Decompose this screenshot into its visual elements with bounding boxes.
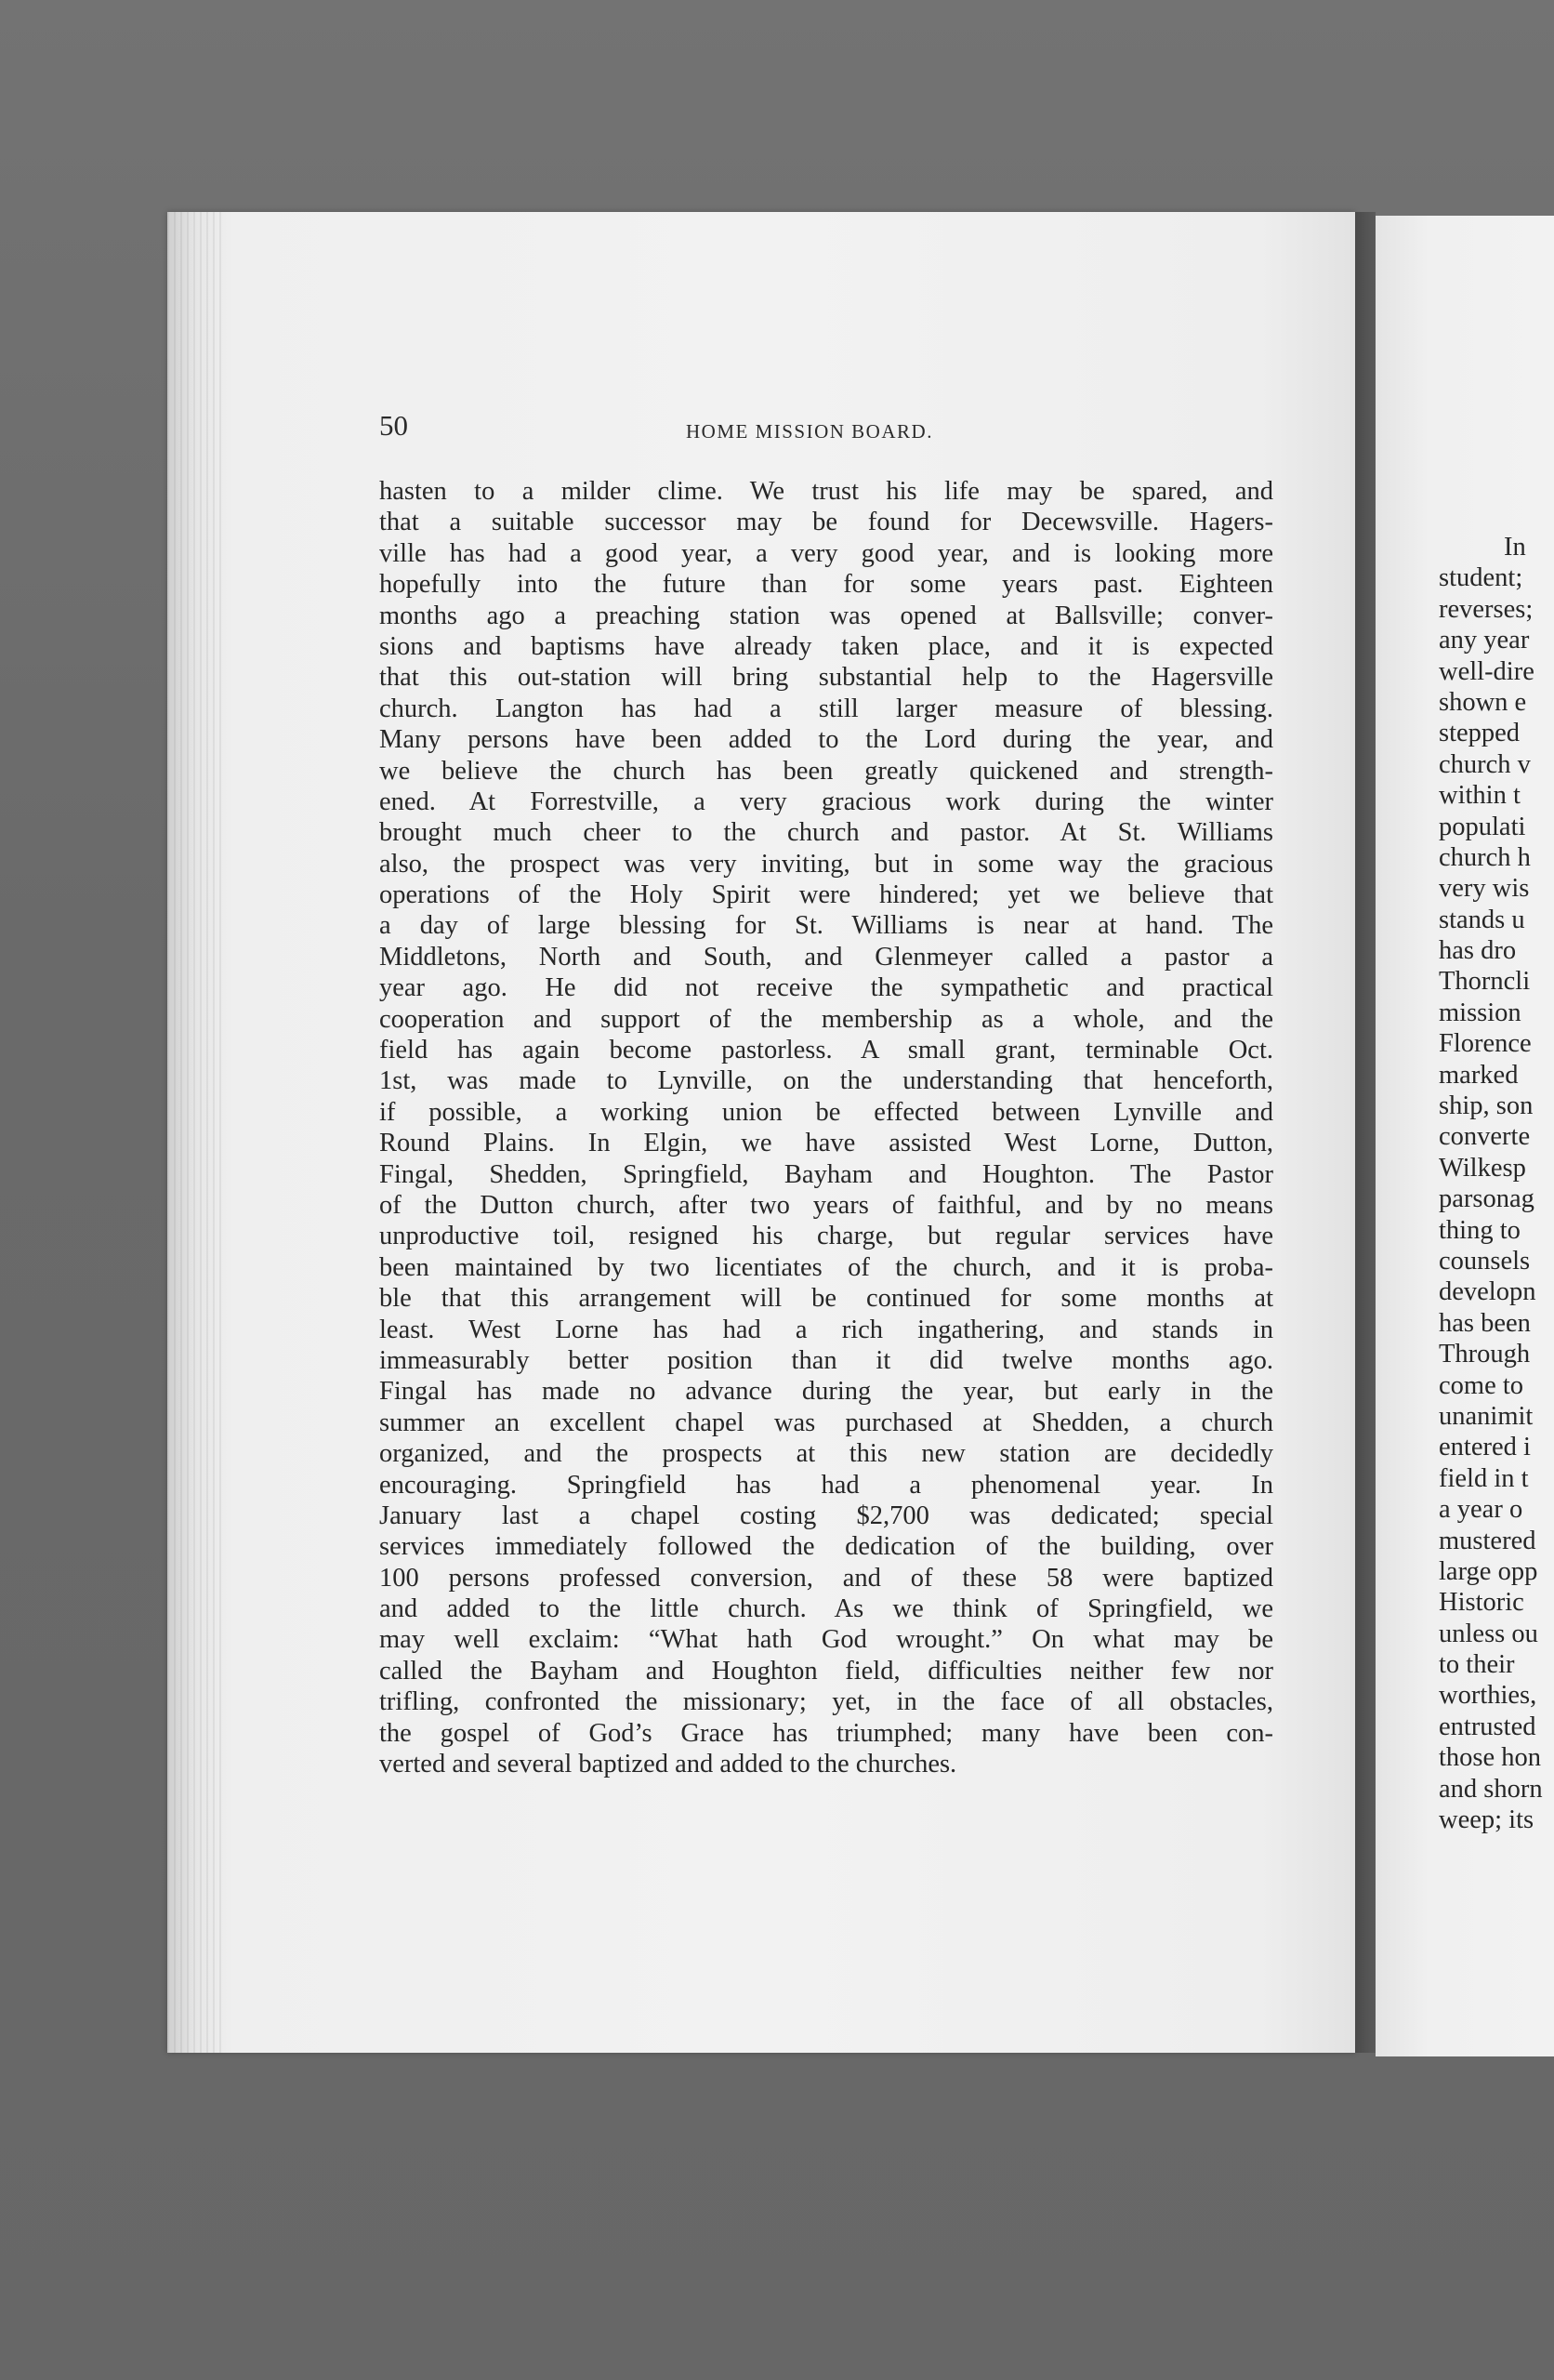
facing-text-line: well-dire bbox=[1439, 656, 1534, 686]
text-line: Many persons have been added to the Lord during the year, and bbox=[379, 725, 1273, 755]
text-line: ville has had a good year, a very good year, and is looking more bbox=[379, 538, 1273, 568]
facing-text-line: thing to bbox=[1439, 1215, 1521, 1245]
text-line: a day of large blessing for St. Williams is near at hand. The bbox=[379, 911, 1273, 941]
text-line: verted and several baptized and added to the churches. bbox=[379, 1750, 957, 1779]
text-line: 1st, was made to Lynville, on the understanding that henceforth, bbox=[379, 1066, 1273, 1096]
text-line: Fingal, Shedden, Springfield, Bayham and Houghton. The Pastor bbox=[379, 1159, 1273, 1189]
text-line: of the Dutton church, after two years of faithful, and by no means bbox=[379, 1190, 1273, 1220]
text-line: Middletons, North and South, and Glenmeyer called a pastor a bbox=[379, 942, 1273, 972]
facing-text-line: stands u bbox=[1439, 905, 1525, 934]
facing-text-line: converte bbox=[1439, 1122, 1531, 1152]
facing-text-line: a year o bbox=[1439, 1495, 1523, 1525]
running-head: HOME MISSION BOARD. bbox=[686, 420, 933, 443]
text-line: church. Langton has had a still larger measure of blessing. bbox=[379, 694, 1273, 723]
facing-text-line: Through bbox=[1439, 1340, 1531, 1369]
text-line: January last a chapel costing $2,700 was dedicated; special bbox=[379, 1501, 1273, 1530]
facing-text-line: parsonag bbox=[1439, 1184, 1534, 1214]
text-line: year ago. He did not receive the sympathetic and practical bbox=[379, 973, 1273, 1003]
text-line: and added to the little church. As we think of Springfield, we bbox=[379, 1594, 1273, 1624]
text-line: if possible, a working union be effected between Lynville and bbox=[379, 1097, 1273, 1127]
facing-text-line: student; bbox=[1439, 563, 1523, 593]
text-line: also, the prospect was very inviting, but in some way the gracious bbox=[379, 849, 1273, 879]
facing-text-line: entrusted bbox=[1439, 1712, 1536, 1741]
facing-text-line: large opp bbox=[1439, 1556, 1538, 1586]
facing-text-line: marked bbox=[1439, 1060, 1519, 1090]
text-line: unproductive toil, resigned his charge, but regular services have bbox=[379, 1222, 1273, 1251]
facing-text-line: populati bbox=[1439, 812, 1526, 841]
text-line: Fingal has made no advance during the year, but early in the bbox=[379, 1377, 1273, 1407]
facing-text-line: to their bbox=[1439, 1650, 1515, 1680]
text-line: services immediately followed the dedication of the building, over bbox=[379, 1532, 1273, 1562]
facing-page-text bbox=[1439, 532, 1554, 1835]
text-line: summer an excellent chapel was purchased at Shedden, a church bbox=[379, 1408, 1273, 1437]
page-number: 50 bbox=[379, 409, 408, 442]
facing-text-line: entered i bbox=[1439, 1433, 1531, 1462]
facing-text-line: very wis bbox=[1439, 874, 1530, 904]
facing-text-line: has been bbox=[1439, 1308, 1531, 1338]
facing-text-line: Florence bbox=[1439, 1029, 1532, 1059]
book-gutter bbox=[1355, 212, 1376, 2053]
text-line: 100 persons professed conversion, and of these 58 were baptized bbox=[379, 1563, 1273, 1593]
text-line: cooperation and support of the membership as a whole, and the bbox=[379, 1004, 1273, 1034]
facing-text-line: In bbox=[1504, 533, 1526, 562]
text-line: months ago a preaching station was opened at Ballsville; conver- bbox=[379, 601, 1273, 630]
facing-text-line: reverses; bbox=[1439, 594, 1534, 624]
facing-text-line: Historic bbox=[1439, 1588, 1524, 1618]
text-line: may well exclaim: “What hath God wrought.” On what may be bbox=[379, 1625, 1273, 1655]
facing-text-line: shown e bbox=[1439, 687, 1527, 717]
text-line: ened. At Forrestville, a very gracious work during the winter bbox=[379, 787, 1273, 816]
facing-text-line: those hon bbox=[1439, 1743, 1542, 1773]
facing-text-line: counsels bbox=[1439, 1246, 1531, 1276]
text-line: hasten to a milder clime. We trust his life may be spared, and bbox=[379, 477, 1273, 506]
facing-text-line: come to bbox=[1439, 1370, 1524, 1400]
text-line: sions and baptisms have already taken place, and it is expected bbox=[379, 631, 1273, 661]
facing-text-line: church h bbox=[1439, 842, 1531, 872]
text-line: operations of the Holy Spirit were hindered; yet we believe that bbox=[379, 880, 1273, 910]
page-edge-shading bbox=[167, 212, 223, 2053]
facing-text-line: field in t bbox=[1439, 1463, 1529, 1493]
facing-text-line: worthies, bbox=[1439, 1681, 1537, 1711]
text-line: the gospel of God’s Grace has triumphed; many have been con- bbox=[379, 1718, 1273, 1748]
body-paragraph bbox=[379, 476, 1273, 1779]
facing-text-line: and shorn bbox=[1439, 1774, 1543, 1804]
facing-text-line: Thorncli bbox=[1439, 967, 1531, 997]
text-line: Round Plains. In Elgin, we have assisted West Lorne, Dutton, bbox=[379, 1129, 1273, 1158]
text-line: field has again become pastorless. A small grant, terminable Oct. bbox=[379, 1036, 1273, 1065]
text-line: that this out-station will bring substantial help to the Hagersville bbox=[379, 663, 1273, 693]
facing-text-line: has dro bbox=[1439, 936, 1517, 966]
facing-text-line: any year bbox=[1439, 626, 1530, 655]
text-line: that a suitable successor may be found for Decewsville. Hagers- bbox=[379, 508, 1273, 537]
facing-text-line: mission bbox=[1439, 998, 1521, 1027]
facing-text-line: unanimit bbox=[1439, 1401, 1534, 1431]
text-line: immeasurably better position than it did twelve months ago. bbox=[379, 1345, 1273, 1375]
facing-text-line: developn bbox=[1439, 1277, 1536, 1307]
text-line: encouraging. Springfield has had a phenomenal year. In bbox=[379, 1470, 1273, 1500]
text-line: ble that this arrangement will be continued for some months at bbox=[379, 1284, 1273, 1314]
text-line: we believe the church has been greatly quickened and strength- bbox=[379, 756, 1273, 786]
text-line: organized, and the prospects at this new station are decidedly bbox=[379, 1439, 1273, 1469]
facing-text-line: weep; its bbox=[1439, 1805, 1534, 1835]
facing-text-line: stepped bbox=[1439, 719, 1521, 748]
text-line: been maintained by two licentiates of the church, and it is proba- bbox=[379, 1252, 1273, 1282]
text-line: brought much cheer to the church and pastor. At St. Williams bbox=[379, 818, 1273, 848]
facing-text-line: unless ou bbox=[1439, 1619, 1538, 1648]
text-line: least. West Lorne has had a rich ingathering, and stands in bbox=[379, 1315, 1273, 1344]
text-line: trifling, confronted the missionary; yet, in the face of all obstacles, bbox=[379, 1687, 1273, 1717]
text-line: called the Bayham and Houghton field, difficulties neither few nor bbox=[379, 1656, 1273, 1686]
facing-text-line: within t bbox=[1439, 781, 1521, 811]
text-line: hopefully into the future than for some years past. Eighteen bbox=[379, 570, 1273, 600]
facing-text-line: mustered bbox=[1439, 1526, 1536, 1555]
facing-text-line: ship, son bbox=[1439, 1091, 1534, 1121]
facing-text-line: Wilkesp bbox=[1439, 1153, 1526, 1183]
facing-text-line: church v bbox=[1439, 749, 1531, 779]
